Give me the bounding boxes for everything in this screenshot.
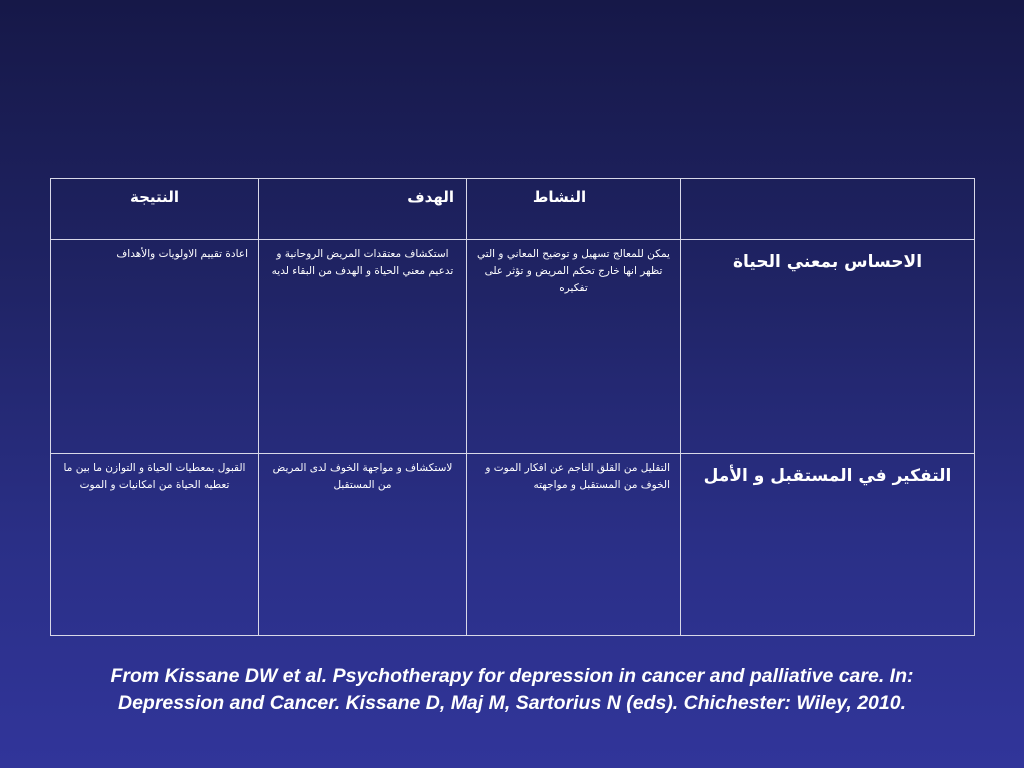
row-goal-cell xyxy=(259,240,467,454)
header-topic-cell xyxy=(681,179,975,240)
row-result-cell xyxy=(51,240,259,454)
row-result-cell xyxy=(51,454,259,636)
header-activity: النشاط xyxy=(532,188,587,206)
table-header-row xyxy=(51,179,975,240)
row-goal-cell xyxy=(259,454,467,636)
row-result: القبول بمعطيات الحياة و التوازن ما بين ما تعطيه الحياة من امكانيات و الموت xyxy=(63,462,246,491)
row-topic-cell xyxy=(681,454,975,636)
row-activity-cell xyxy=(467,454,681,636)
table-row xyxy=(51,240,975,454)
row-goal: استكشاف معتقدات المريض الروحانية و تدعيم معني الحياة و الهدف من البقاء لديه xyxy=(271,248,454,277)
header-goal: الهدف xyxy=(407,188,454,206)
citation xyxy=(20,663,1004,717)
row-activity: يمكن للمعالج تسهيل و توضيح المعاني و التي تظهر انها خارج تحكم المريض و تؤثر على تفكيره xyxy=(477,248,670,294)
row-topic: التفكير في المستقبل و الأمل xyxy=(703,466,952,486)
header-result: النتيجة xyxy=(129,188,180,206)
row-activity-cell xyxy=(467,240,681,454)
citation-line-2: Depression and Cancer. Kissane D, Maj M, Sartorius N (eds). Chichester: Wiley, 2010. xyxy=(117,692,907,714)
row-topic: الاحساس بمعني الحياة xyxy=(732,252,923,272)
header-result-cell xyxy=(51,179,259,240)
row-goal: لاستكشاف و مواجهة الخوف لدى المريض من المستقبل xyxy=(272,462,453,491)
row-result: اعادة تقييم الاولويات والأهداف xyxy=(116,248,248,260)
header-topic xyxy=(681,179,974,187)
row-activity: التقليل من القلق الناجم عن افكار الموت و الخوف من المستقبل و مواجهته xyxy=(485,462,670,491)
header-goal-cell xyxy=(259,179,467,240)
table-row xyxy=(51,454,975,636)
citation-line-1: From Kissane DW et al. Psychotherapy for depression in cancer and palliative care. In: xyxy=(110,665,914,687)
header-activity-cell xyxy=(467,179,681,240)
row-topic-cell xyxy=(681,240,975,454)
content-table xyxy=(50,178,975,636)
